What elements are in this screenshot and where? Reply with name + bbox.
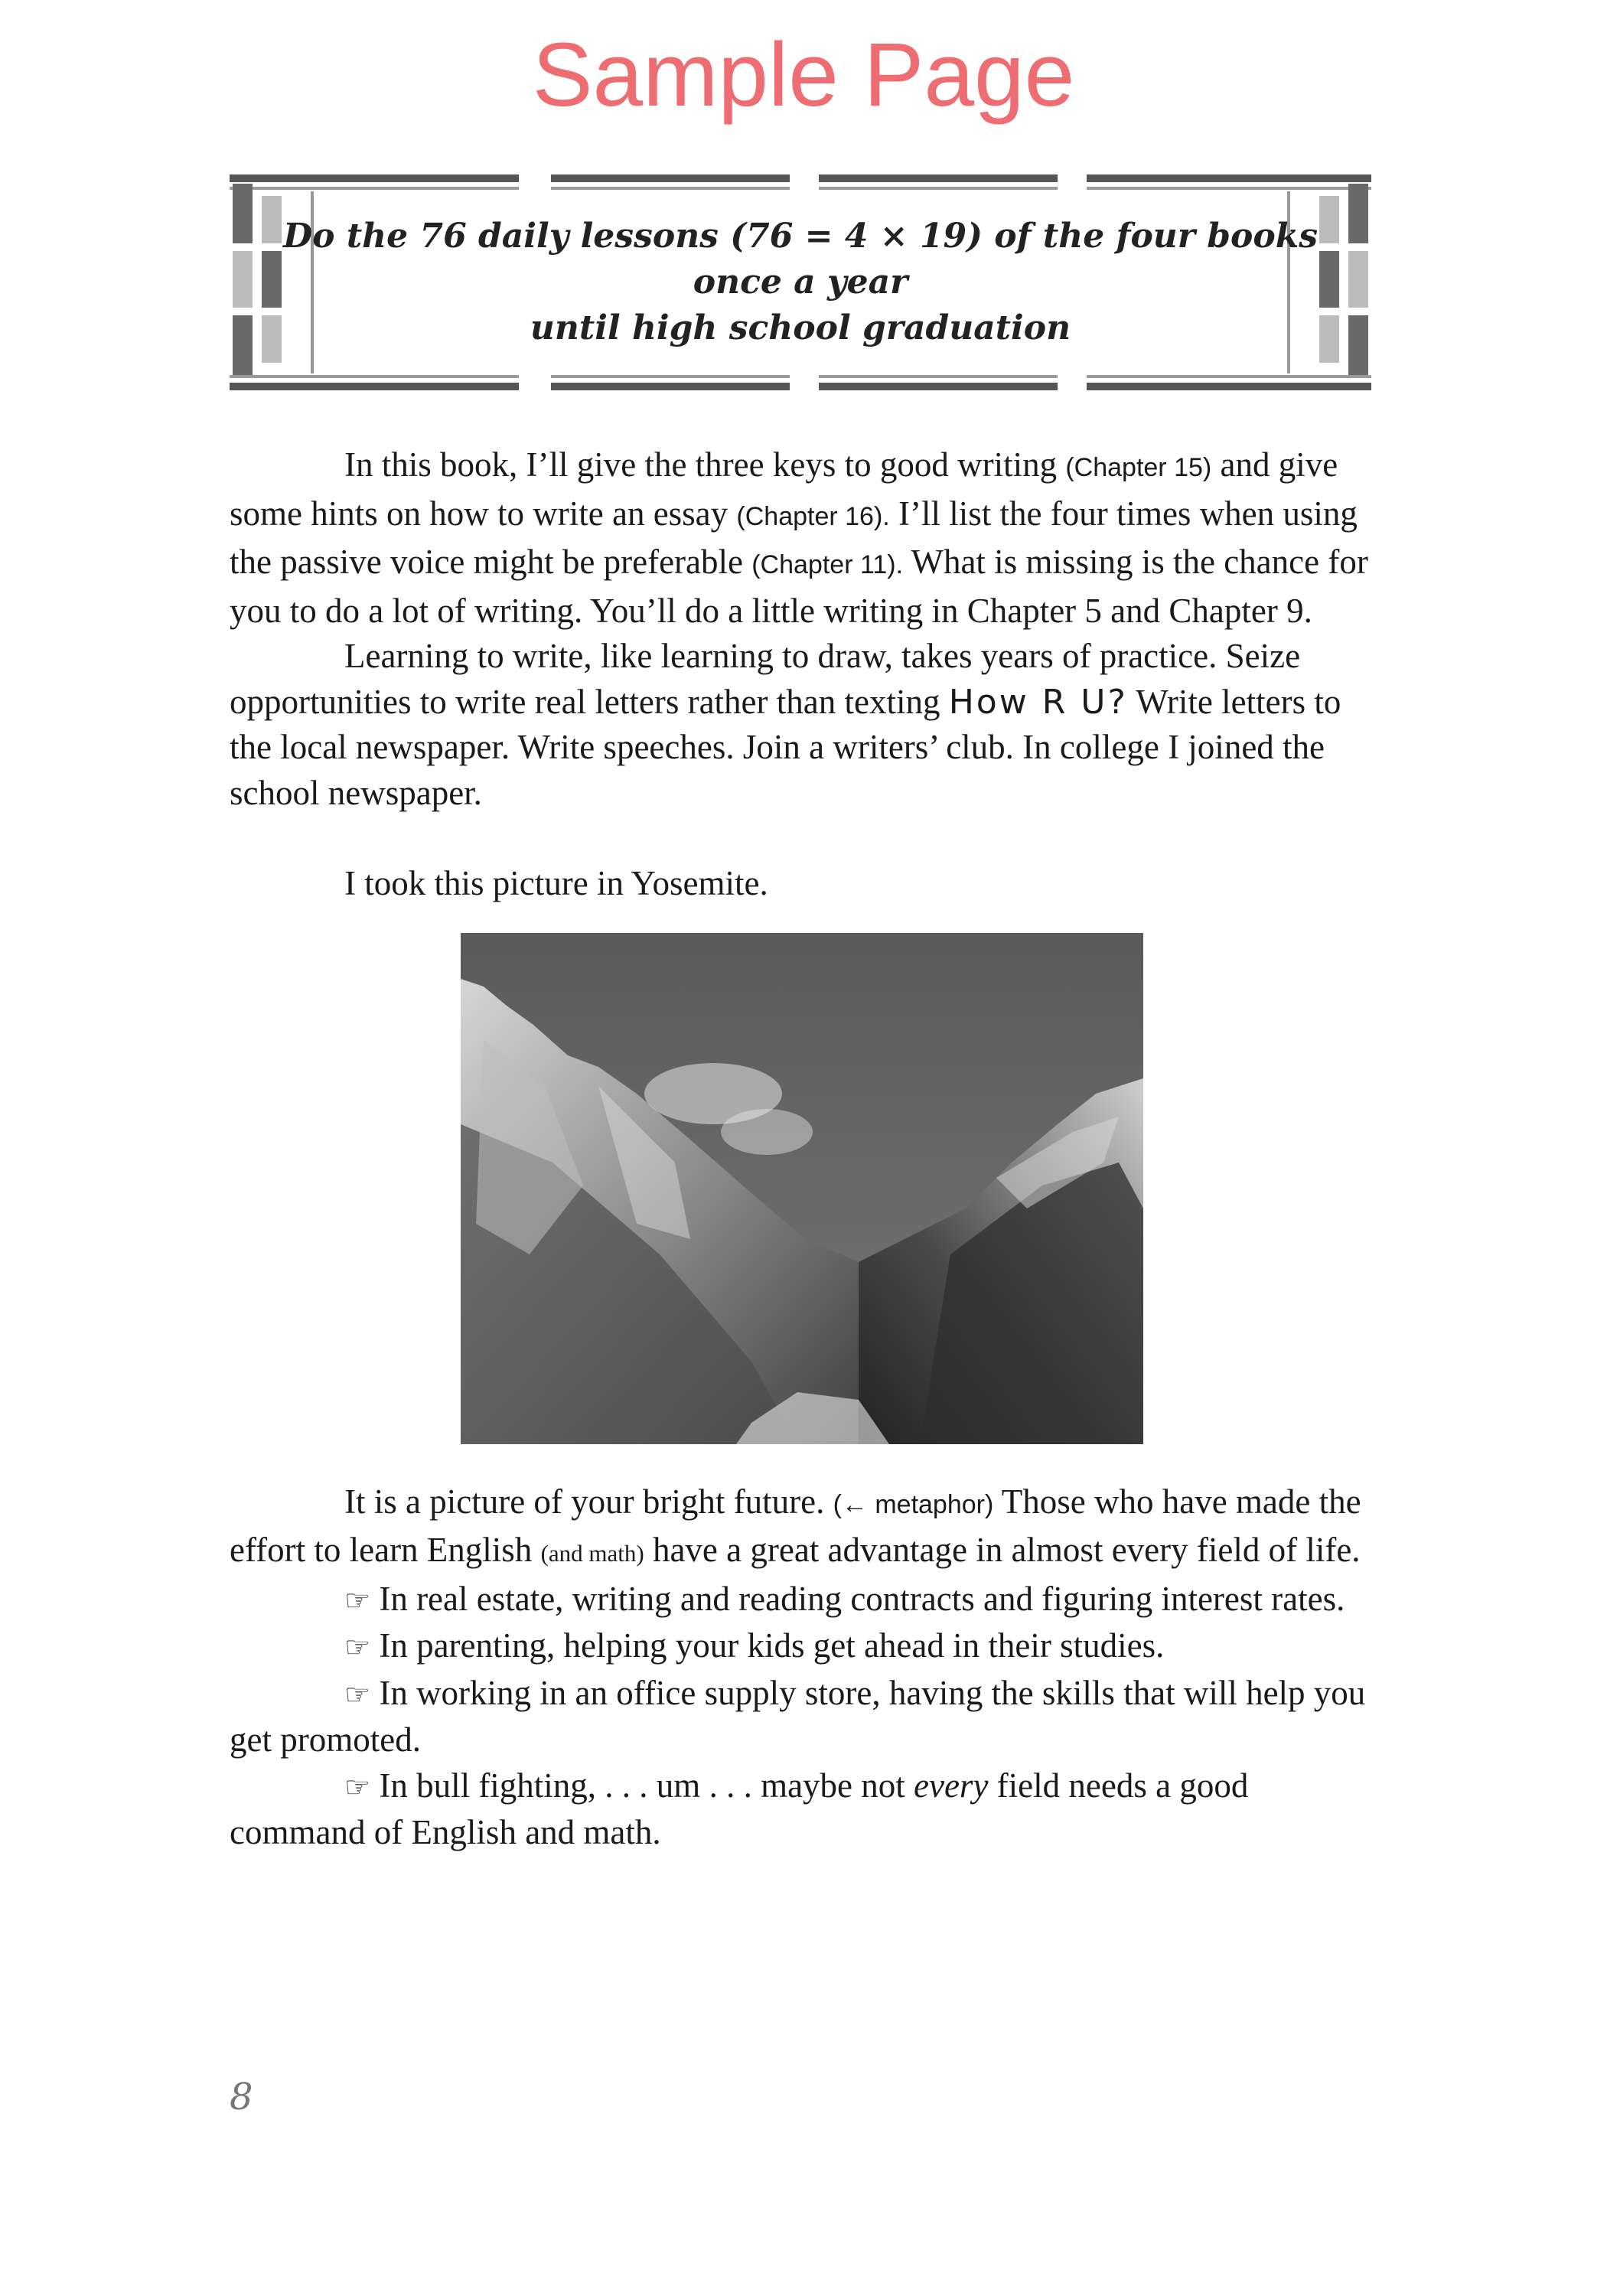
- banner-line-1: Do the 76 daily lessons (76 = 4 × 19) of the four books: [283, 217, 1319, 256]
- text-run: In this book, I’ll give the three keys to good writing: [344, 445, 1066, 484]
- text-run: Those who have made the effort to learn English: [230, 1482, 1361, 1569]
- bullet-text: field needs a good command of English and math.: [230, 1766, 1249, 1851]
- chapter-ref: (Chapter 16).: [736, 501, 890, 531]
- chapter-ref: (Chapter 11).: [751, 550, 904, 579]
- metaphor-note: (← metaphor): [833, 1489, 994, 1519]
- banner-line-2: once a year: [693, 263, 908, 302]
- pointing-hand-icon: ☞: [344, 1583, 371, 1617]
- pointing-hand-icon: ☞: [344, 1677, 371, 1711]
- bullet-text: In working in an office supply store, having the skills that will help you get promoted.: [230, 1673, 1366, 1759]
- text-run: I’ll list the four times when using the passive voice might be preferable: [230, 494, 1358, 581]
- bullet-parenting: [230, 1623, 1377, 1671]
- bullet-office-supply: [230, 1671, 1377, 1763]
- text-run: Write letters to the local newspaper. Write speeches. Join a writers’ club. In college I joined the school newspaper.: [230, 682, 1341, 812]
- text-run: and give some hints on how to write an essay: [230, 445, 1338, 533]
- bullet-text: In bull fighting, . . . um . . . maybe not: [370, 1766, 914, 1805]
- yosemite-photo: [461, 933, 1143, 1444]
- yosemite-photo-icon: [461, 933, 1143, 1444]
- emphasis-every: every: [914, 1766, 989, 1805]
- body-text: [230, 442, 1377, 1856]
- paragraph-picture-intro: I took this picture in Yosemite.: [344, 864, 768, 902]
- banner-text: [283, 191, 1319, 373]
- paragraph-writing-keys: [230, 442, 1377, 634]
- math-note: (and math): [540, 1540, 644, 1567]
- bullet-text: In real estate, writing and reading contracts and figuring interest rates.: [370, 1579, 1345, 1618]
- lesson-banner: [230, 174, 1371, 390]
- pointing-hand-icon: ☞: [344, 1769, 371, 1804]
- bullet-bull-fighting: [230, 1763, 1377, 1856]
- paragraph-bright-future: [230, 1479, 1377, 1577]
- texting-example: How R U?: [948, 682, 1128, 722]
- page-number: 8: [230, 2076, 253, 2118]
- bullet-text: In parenting, helping your kids get ahead in their studies.: [370, 1626, 1165, 1665]
- pointing-hand-icon: ☞: [344, 1630, 371, 1664]
- banner-line-3: until high school graduation: [530, 308, 1071, 347]
- text-run: have a great advantage in almost every field of life.: [644, 1531, 1361, 1569]
- chapter-ref: (Chapter 15): [1065, 453, 1212, 482]
- paragraph-practice: [230, 634, 1377, 816]
- text-run: What is missing is the chance for you to do a lot of writing. You’ll do a little writing in Chapter 5 and Chapter 9.: [230, 543, 1368, 630]
- sample-page-title: Sample Page: [532, 24, 1075, 126]
- bullet-real-estate: [230, 1577, 1377, 1624]
- text-run: It is a picture of your bright future.: [344, 1482, 833, 1521]
- text-run: Learning to write, like learning to draw, takes years of practice. Seize opportunities to write real letters rather than texting: [230, 637, 1301, 721]
